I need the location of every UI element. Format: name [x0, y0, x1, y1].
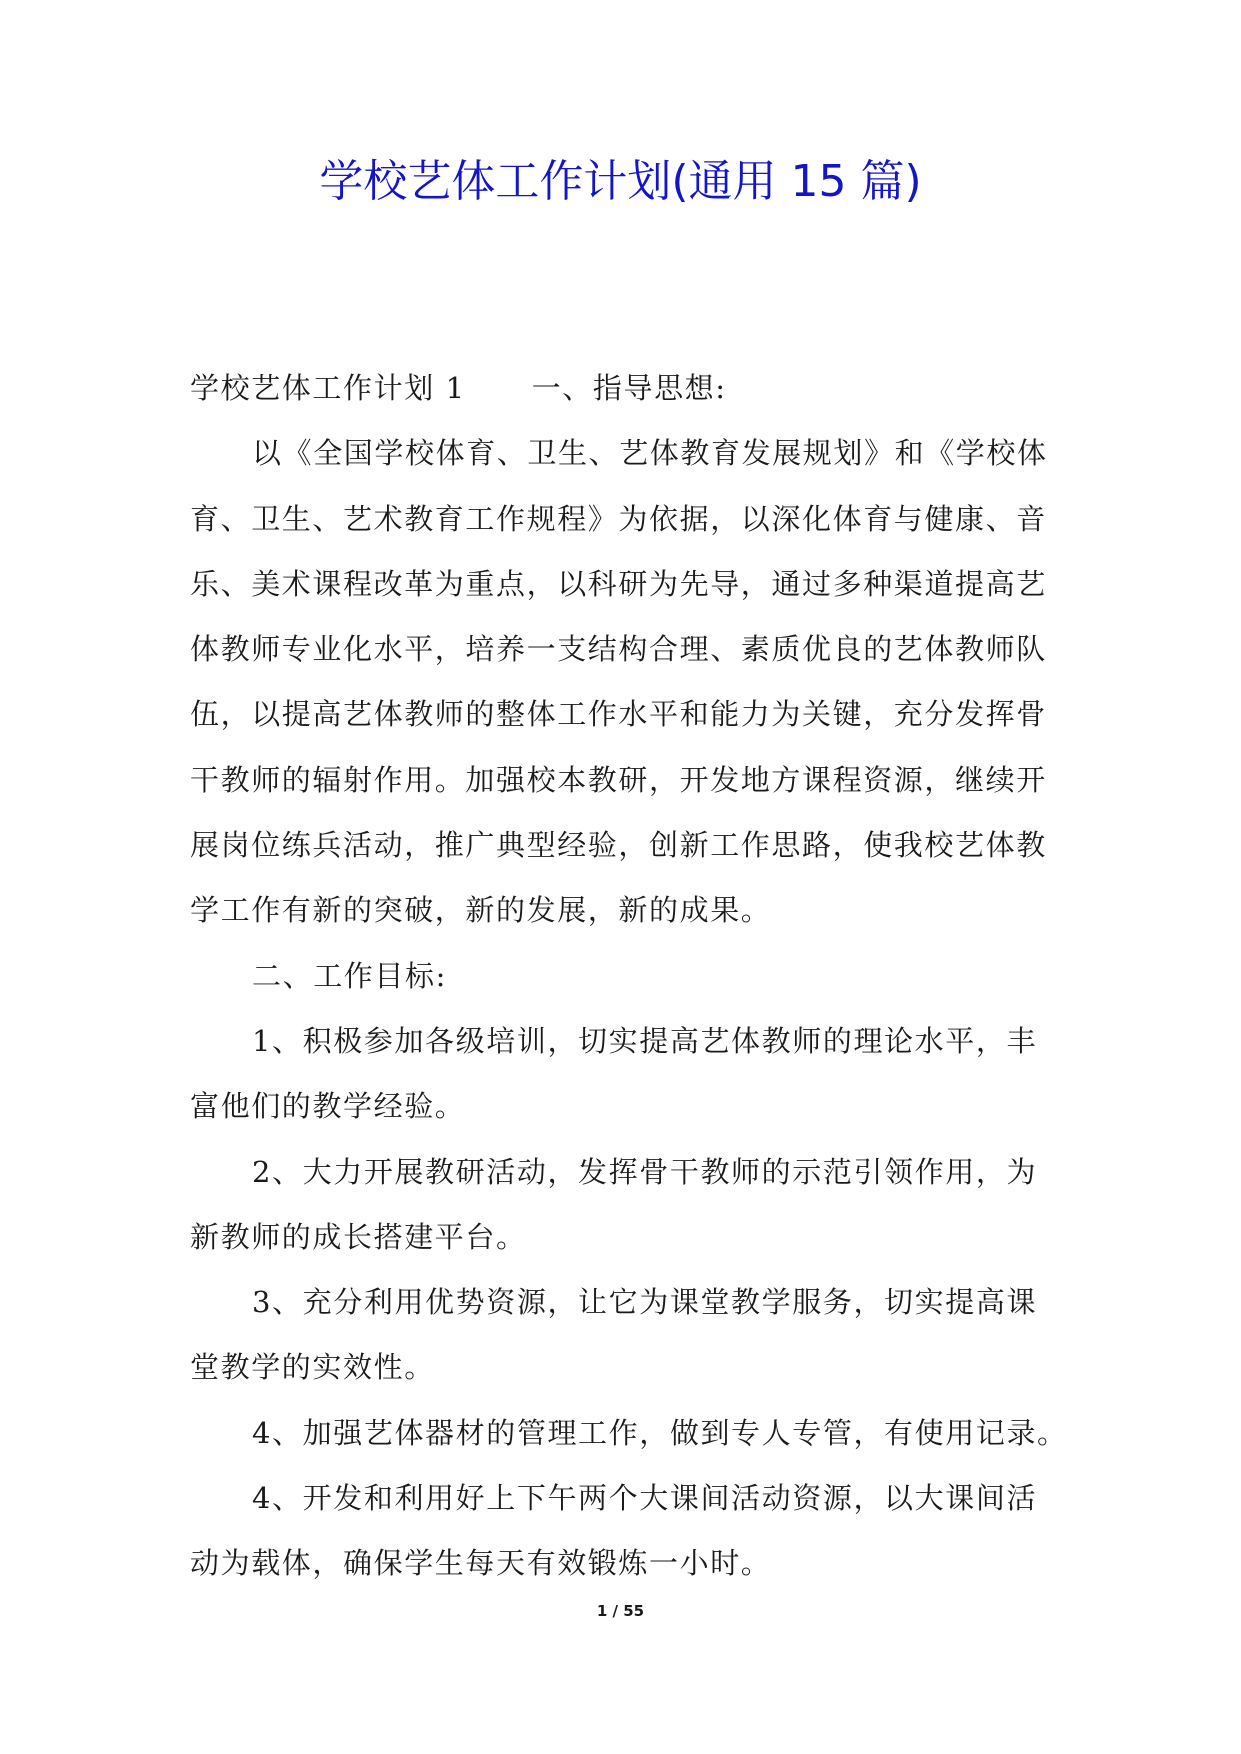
section-heading-line — [190, 356, 1060, 421]
paragraph-goal-4: 4、加强艺体器材的管理工作，做到专人专管，有使用记录。 — [252, 1415, 1068, 1450]
paragraph-goals-heading: 二、工作目标: — [252, 958, 447, 993]
section-heading: 学校艺体工作计划 1 — [190, 371, 466, 405]
document-body — [190, 356, 1068, 1597]
paragraph-goal-5: 4、开发和利用好上下午两个大课间活动资源，以大课间活动为载体，确保学生每天有效锻炼一小时。 — [190, 1481, 1038, 1581]
paragraph-guiding-thought: 以《全国学校体育、卫生、艺体教育发展规划》和《学校体育、卫生、艺术教育工作规程》为依据，以深化体育与健康、音乐、美术课程改革为重点，以科研为先导，通过多种渠道提高艺体教师专业化水平，培养一支结构合理、素质优良的艺体教师队伍，以提高艺体教师的整体工作水平和能力为关键，充分发挥骨干教师的辐射作用。加强校本教研，开发地方课程资源，继续开展岗位练兵活动，推广典型经验，创新工作思路，使我校艺体教学工作有新的突破，新的发展，新的成果。 — [190, 436, 1048, 928]
first-point-heading: 一、指导思想: — [531, 371, 727, 405]
paragraph-goal-2: 2、大力开展教研活动，发挥骨干教师的示范引领作用，为新教师的成长搭建平台。 — [190, 1154, 1038, 1254]
document-title: 学校艺体工作计划(通用 15 篇) — [319, 156, 922, 207]
page-number: 1 / 55 — [596, 1602, 645, 1620]
paragraph-goal-1: 1、积极参加各级培训，切实提高艺体教师的理论水平，丰富他们的教学经验。 — [190, 1023, 1038, 1124]
paragraph-goal-3: 3、充分利用优势资源，让它为课堂教学服务，切实提高课堂教学的实效性。 — [190, 1285, 1038, 1385]
